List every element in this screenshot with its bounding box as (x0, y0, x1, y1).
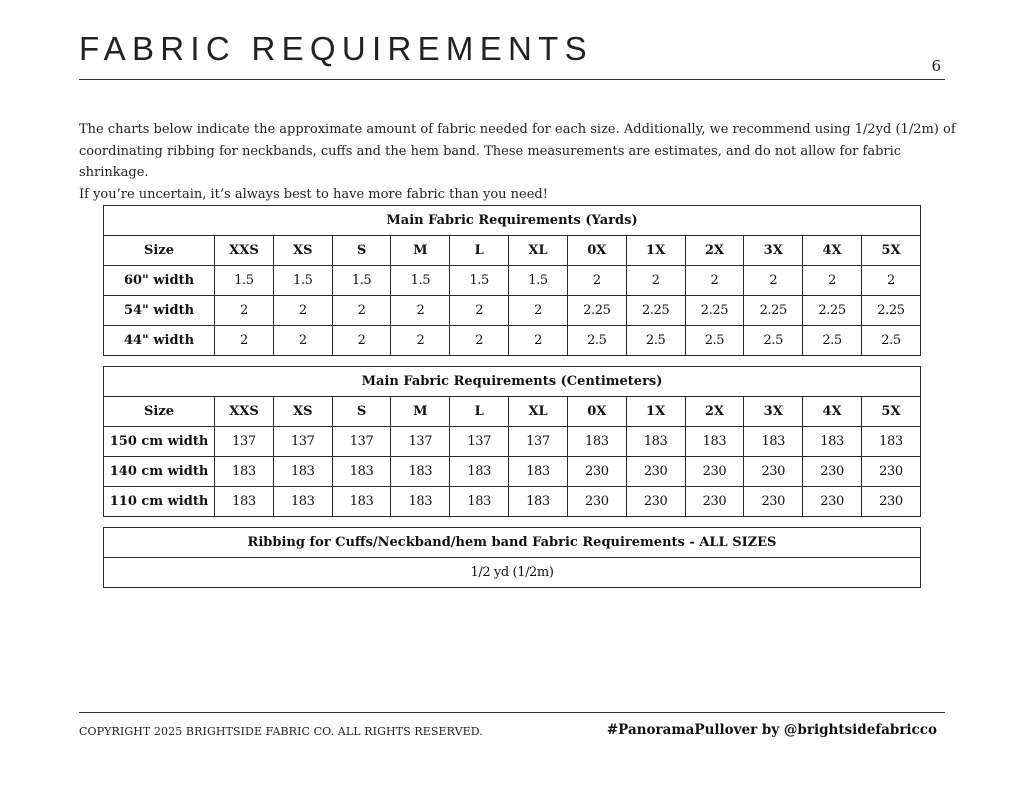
size-header: 0X (567, 236, 626, 266)
header-divider (79, 79, 945, 80)
table-cell: 183 (626, 427, 685, 457)
table-cell: 2 (215, 326, 274, 356)
size-header-row (104, 397, 921, 427)
table-cell: 1.5 (391, 266, 450, 296)
table-cell: 230 (626, 457, 685, 487)
table-cell: 183 (744, 427, 803, 457)
table-cell: 2 (509, 326, 568, 356)
size-header: XXS (215, 236, 274, 266)
table-cell: 2 (450, 296, 509, 326)
table-cell: 2 (509, 296, 568, 326)
row-label: 110 cm width (104, 487, 215, 517)
table-cell: 183 (509, 487, 568, 517)
page-title: FABRIC REQUIREMENTS (79, 30, 593, 67)
table-cell: 230 (744, 487, 803, 517)
intro-line: coordinating ribbing for neckbands, cuffs and the hem band. These measurements are estimates, and do not allow for fabric shrinkage. (79, 143, 902, 180)
size-header: 3X (744, 236, 803, 266)
size-header-label: Size (104, 236, 215, 266)
table-cell: 2 (332, 296, 391, 326)
table-cell: 137 (273, 427, 332, 457)
table-row (104, 326, 921, 356)
size-header: XXS (215, 397, 274, 427)
table-cell: 183 (861, 427, 920, 457)
table-cell: 2 (803, 266, 862, 296)
page-number: 6 (931, 57, 941, 75)
table-cell: 2.5 (567, 326, 626, 356)
table-cell: 230 (567, 457, 626, 487)
table-cell: 230 (685, 487, 744, 517)
copyright-notice: COPYRIGHT 2025 BRIGHTSIDE FABRIC CO. ALL RIGHTS RESERVED. (79, 725, 483, 738)
table-cell: 2.5 (861, 326, 920, 356)
row-label: 140 cm width (104, 457, 215, 487)
table-cell: 183 (450, 457, 509, 487)
size-header: 1X (626, 236, 685, 266)
table-cell: 1.5 (450, 266, 509, 296)
table-cell: 2.5 (803, 326, 862, 356)
table-cell: 183 (332, 457, 391, 487)
table-cell: 137 (391, 427, 450, 457)
table-cell: 183 (685, 427, 744, 457)
table-cell: 2 (215, 296, 274, 326)
table-cell: 2 (861, 266, 920, 296)
table-cell: 183 (332, 487, 391, 517)
table-cell: 2.25 (685, 296, 744, 326)
table-caption: Main Fabric Requirements (Yards) (104, 206, 921, 236)
table-cell: 1.5 (332, 266, 391, 296)
table-cell: 2 (626, 266, 685, 296)
table-cell: 2 (685, 266, 744, 296)
size-header: 2X (685, 236, 744, 266)
size-header-label: Size (104, 397, 215, 427)
size-header: 5X (861, 236, 920, 266)
table-caption: Ribbing for Cuffs/Neckband/hem band Fabric Requirements - ALL SIZES (104, 528, 921, 558)
size-header: 4X (803, 397, 862, 427)
table-cell: 2.25 (861, 296, 920, 326)
size-header: M (391, 397, 450, 427)
table-row (104, 427, 921, 457)
table-cell: 2 (273, 326, 332, 356)
table-cell: 230 (803, 457, 862, 487)
table-cell: 1.5 (215, 266, 274, 296)
table-cell: 230 (626, 487, 685, 517)
table-cell: 2 (744, 266, 803, 296)
table-cell: 183 (215, 457, 274, 487)
table-cell: 230 (744, 457, 803, 487)
table-cell: 2 (273, 296, 332, 326)
table-row (104, 266, 921, 296)
social-hashtag: #PanoramaPullover by @brightsidefabricco (606, 722, 937, 738)
table-cell: 183 (273, 487, 332, 517)
intro-line: If you’re uncertain, it’s always best to have more fabric than you need! (79, 186, 548, 202)
table-cell: 183 (273, 457, 332, 487)
table-cell: 2 (450, 326, 509, 356)
table-cell: 2 (567, 266, 626, 296)
table-cell: 230 (803, 487, 862, 517)
table-cell: 183 (803, 427, 862, 457)
table-row (104, 487, 921, 517)
table-row (104, 296, 921, 326)
size-header: 4X (803, 236, 862, 266)
size-header: XL (509, 397, 568, 427)
row-label: 60" width (104, 266, 215, 296)
table-cell: 230 (685, 457, 744, 487)
table-cell: 1.5 (509, 266, 568, 296)
size-header: XL (509, 236, 568, 266)
table-cell: 2.5 (626, 326, 685, 356)
size-header: 5X (861, 397, 920, 427)
table-cell: 2 (391, 326, 450, 356)
intro-paragraph (79, 119, 959, 205)
table-caption: Main Fabric Requirements (Centimeters) (104, 367, 921, 397)
table-cell: 230 (861, 457, 920, 487)
table-cell: 2.25 (626, 296, 685, 326)
centimeters-requirements-table (103, 366, 921, 517)
table-cell: 2 (332, 326, 391, 356)
table-cell: 2.5 (685, 326, 744, 356)
yards-requirements-table (103, 205, 921, 356)
table-row (104, 457, 921, 487)
table-cell: 2.25 (567, 296, 626, 326)
table-cell: 2.5 (744, 326, 803, 356)
size-header: 0X (567, 397, 626, 427)
table-cell: 183 (567, 427, 626, 457)
size-header: XS (273, 236, 332, 266)
table-cell: 230 (567, 487, 626, 517)
size-header: L (450, 236, 509, 266)
table-cell: 230 (861, 487, 920, 517)
table-cell: 2.25 (803, 296, 862, 326)
row-label: 150 cm width (104, 427, 215, 457)
intro-line: The charts below indicate the approximate amount of fabric needed for each size. Additionally, we recommend using 1/2yd (1/2m) of (79, 122, 956, 137)
row-label: 54" width (104, 296, 215, 326)
size-header: 2X (685, 397, 744, 427)
table-cell: 1.5 (273, 266, 332, 296)
table-cell: 137 (450, 427, 509, 457)
table-cell: 183 (509, 457, 568, 487)
size-header: M (391, 236, 450, 266)
size-header: S (332, 397, 391, 427)
size-header: XS (273, 397, 332, 427)
table-cell: 137 (332, 427, 391, 457)
size-header: S (332, 236, 391, 266)
table-cell: 183 (215, 487, 274, 517)
size-header-row (104, 236, 921, 266)
table-cell: 137 (215, 427, 274, 457)
row-label: 44" width (104, 326, 215, 356)
size-header: 3X (744, 397, 803, 427)
ribbing-requirements-table (103, 527, 921, 588)
table-cell: 2.25 (744, 296, 803, 326)
table-cell: 2 (391, 296, 450, 326)
footer-divider (79, 712, 945, 713)
table-cell: 183 (391, 457, 450, 487)
table-cell: 183 (391, 487, 450, 517)
size-header: 1X (626, 397, 685, 427)
size-header: L (450, 397, 509, 427)
ribbing-amount: 1/2 yd (1/2m) (104, 558, 921, 588)
table-cell: 183 (450, 487, 509, 517)
table-cell: 137 (509, 427, 568, 457)
